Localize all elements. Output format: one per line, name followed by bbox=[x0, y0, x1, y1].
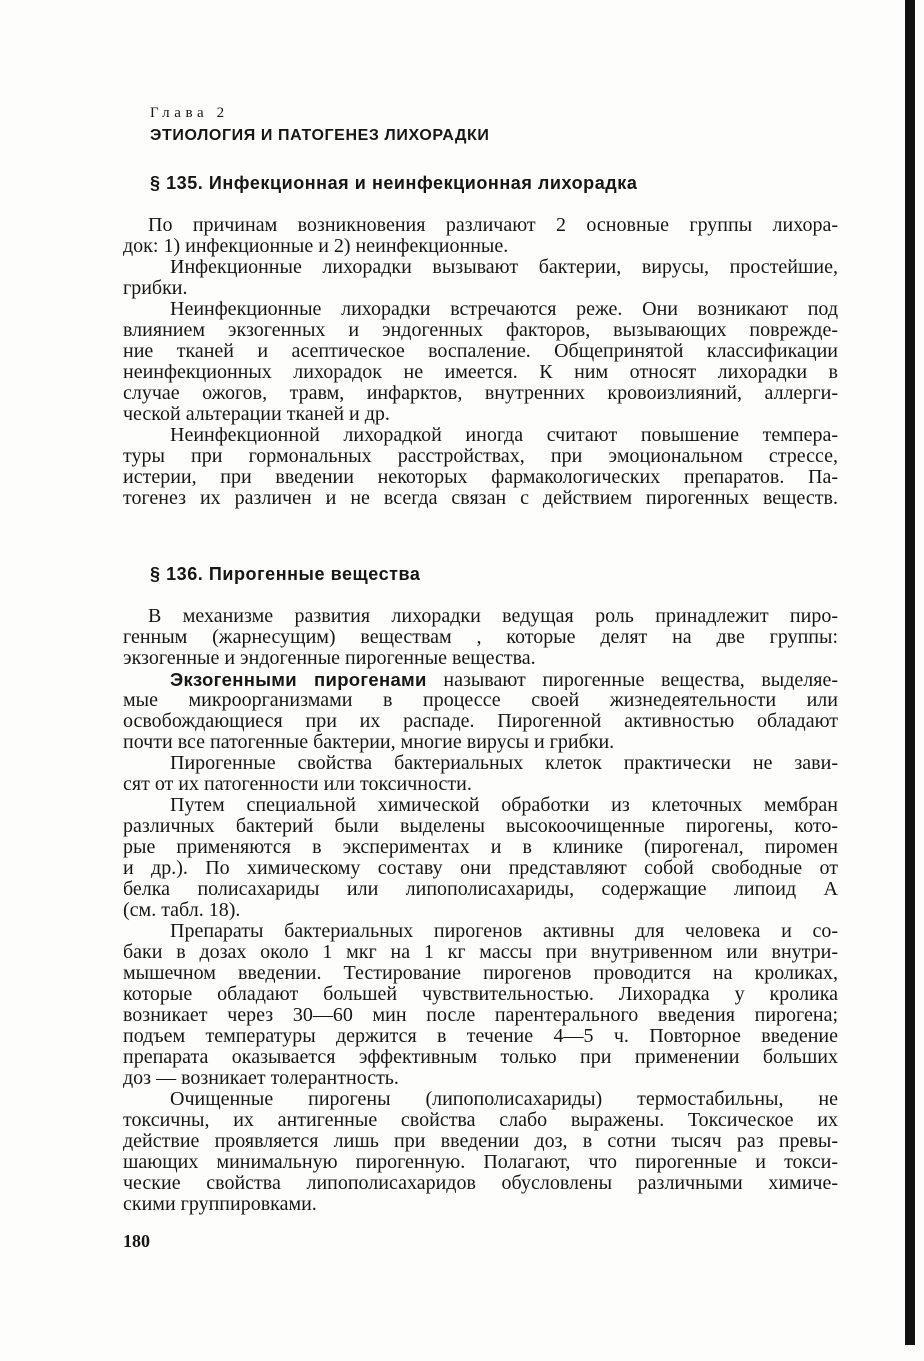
paragraph bbox=[123, 257, 838, 299]
text-line: действие проявляется лишь при введении доз, в сотни тысяч раз превы- bbox=[123, 1131, 838, 1152]
text-line: которые обладают большей чувствительностью. Лихорадка у кролика bbox=[123, 984, 838, 1005]
scan-edge-shadow bbox=[905, 0, 915, 1345]
page-number: 180 bbox=[123, 1231, 150, 1251]
text-line: различных бактерий были выделены высокоочищенные пирогены, кото- bbox=[123, 816, 838, 837]
text-line: шающих минимальную пирогенную. Полагают, что пирогенные и токси- bbox=[123, 1152, 838, 1173]
text-line: Неинфекционные лихорадки встречаются реже. Они возникают под bbox=[170, 299, 838, 320]
text-line: ние тканей и асептическое воспаление. Общепринятой классификации bbox=[123, 341, 838, 362]
text-line bbox=[123, 669, 838, 690]
text-line: доз — возникает толерантность. bbox=[123, 1068, 399, 1089]
text-line: туры при гормональных расстройствах, при эмоциональном стрессе, bbox=[123, 446, 838, 467]
text-line: сят от их патогенности или токсичности. bbox=[123, 774, 472, 795]
text-line: мые микроорганизмами в процессе своей жизнедеятельности или bbox=[123, 690, 838, 711]
text-line: белка полисахариды или липополисахариды, содержащие липоид А bbox=[123, 879, 838, 900]
section-body bbox=[123, 215, 838, 509]
text-line: По причинам возникновения различают 2 основные группы лихора- bbox=[148, 215, 838, 236]
text-line: баки в дозах около 1 мкг на 1 кг массы при внутривенном или внутри- bbox=[123, 942, 838, 963]
section-heading: § 136. Пирогенные вещества bbox=[150, 564, 421, 584]
paragraph bbox=[123, 215, 838, 257]
paragraph bbox=[123, 425, 838, 509]
text-line: неинфекционных лихорадок не имеется. К ним относят лихорадки в bbox=[123, 362, 838, 383]
text-line: Путем специальной химической обработки из клеточных мембран bbox=[170, 795, 838, 816]
text-line: мышечном введении. Тестирование пирогенов проводится на кроликах, bbox=[123, 963, 838, 984]
paragraph bbox=[123, 921, 838, 1089]
text-line: Неинфекционной лихорадкой иногда считают повышение темпера- bbox=[170, 425, 838, 446]
text-line: освобождающиеся при их распаде. Пирогенной активностью обладают bbox=[123, 711, 838, 732]
paragraph bbox=[123, 795, 838, 921]
text-line-rest: называют пирогенные вещества, выделяе- bbox=[443, 669, 838, 690]
section-135 bbox=[123, 173, 838, 509]
paragraph bbox=[123, 1089, 838, 1215]
bold-term: Экзогенными пирогенами bbox=[170, 669, 427, 690]
paragraph bbox=[123, 299, 838, 425]
text-line: (см. табл. 18). bbox=[123, 900, 241, 921]
paragraph bbox=[123, 669, 838, 753]
text-line: Препараты бактериальных пирогенов активны для человека и со- bbox=[170, 921, 838, 942]
text-line: препарата оказывается эффективным только при применении больших bbox=[123, 1047, 838, 1068]
section-136 bbox=[123, 564, 838, 1215]
text-line: Пирогенные свойства бактериальных клеток практически не зави- bbox=[170, 753, 838, 774]
text-line: влиянием экзогенных и эндогенных факторов, вызывающих поврежде- bbox=[123, 320, 838, 341]
text-line: генным (жарнесущим) веществам , которые делят на две группы: bbox=[123, 627, 838, 648]
text-line: грибки. bbox=[123, 278, 188, 299]
text-line: почти все патогенные бактерии, многие вирусы и грибки. bbox=[123, 732, 615, 753]
text-line: токсичны, их антигенные свойства слабо выражены. Токсическое их bbox=[123, 1110, 838, 1131]
text-line: док: 1) инфекционные и 2) неинфекционные. bbox=[123, 236, 509, 257]
text-line: рые применяются в экспериментах и в клинике (пирогенал, пиромен bbox=[123, 837, 838, 858]
text-line: возникает через 30—60 мин после парентерального введения пирогена; bbox=[123, 1005, 838, 1026]
text-line: В механизме развития лихорадки ведущая роль принадлежит пиро- bbox=[148, 606, 838, 627]
text-line: ческой альтерации тканей и др. bbox=[123, 404, 390, 425]
section-heading: § 135. Инфекционная и неинфекционная лихорадка bbox=[150, 173, 638, 193]
text-line: ческие свойства липополисахаридов обусловлены различными химиче- bbox=[123, 1173, 838, 1194]
text-line: случае ожогов, травм, инфарктов, внутренних кровоизлияний, аллерги- bbox=[123, 383, 838, 404]
text-line: истерии, при введении некоторых фармакологических препаратов. Па- bbox=[123, 467, 838, 488]
text-line: Очищенные пирогены (липополисахариды) термостабильны, не bbox=[170, 1089, 838, 1110]
text-line: скими группировками. bbox=[123, 1194, 317, 1215]
text-line: подъем температуры держится в течение 4—5 ч. Повторное введение bbox=[123, 1026, 838, 1047]
chapter-title: ЭТИОЛОГИЯ И ПАТОГЕНЕЗ ЛИХОРАДКИ bbox=[150, 127, 490, 144]
paragraph bbox=[123, 753, 838, 795]
section-body bbox=[123, 606, 838, 1215]
text-line: и др.). По химическому составу они представляют собой свободные от bbox=[123, 858, 838, 879]
text-line: экзогенные и эндогенные пирогенные вещества. bbox=[123, 648, 536, 669]
paragraph bbox=[123, 606, 838, 669]
chapter-label: Глава 2 bbox=[150, 105, 229, 121]
text-line: Инфекционные лихорадки вызывают бактерии, вирусы, простейшие, bbox=[170, 257, 838, 278]
text-line: тогенез их различен и не всегда связан с действием пирогенных веществ. bbox=[123, 488, 838, 509]
